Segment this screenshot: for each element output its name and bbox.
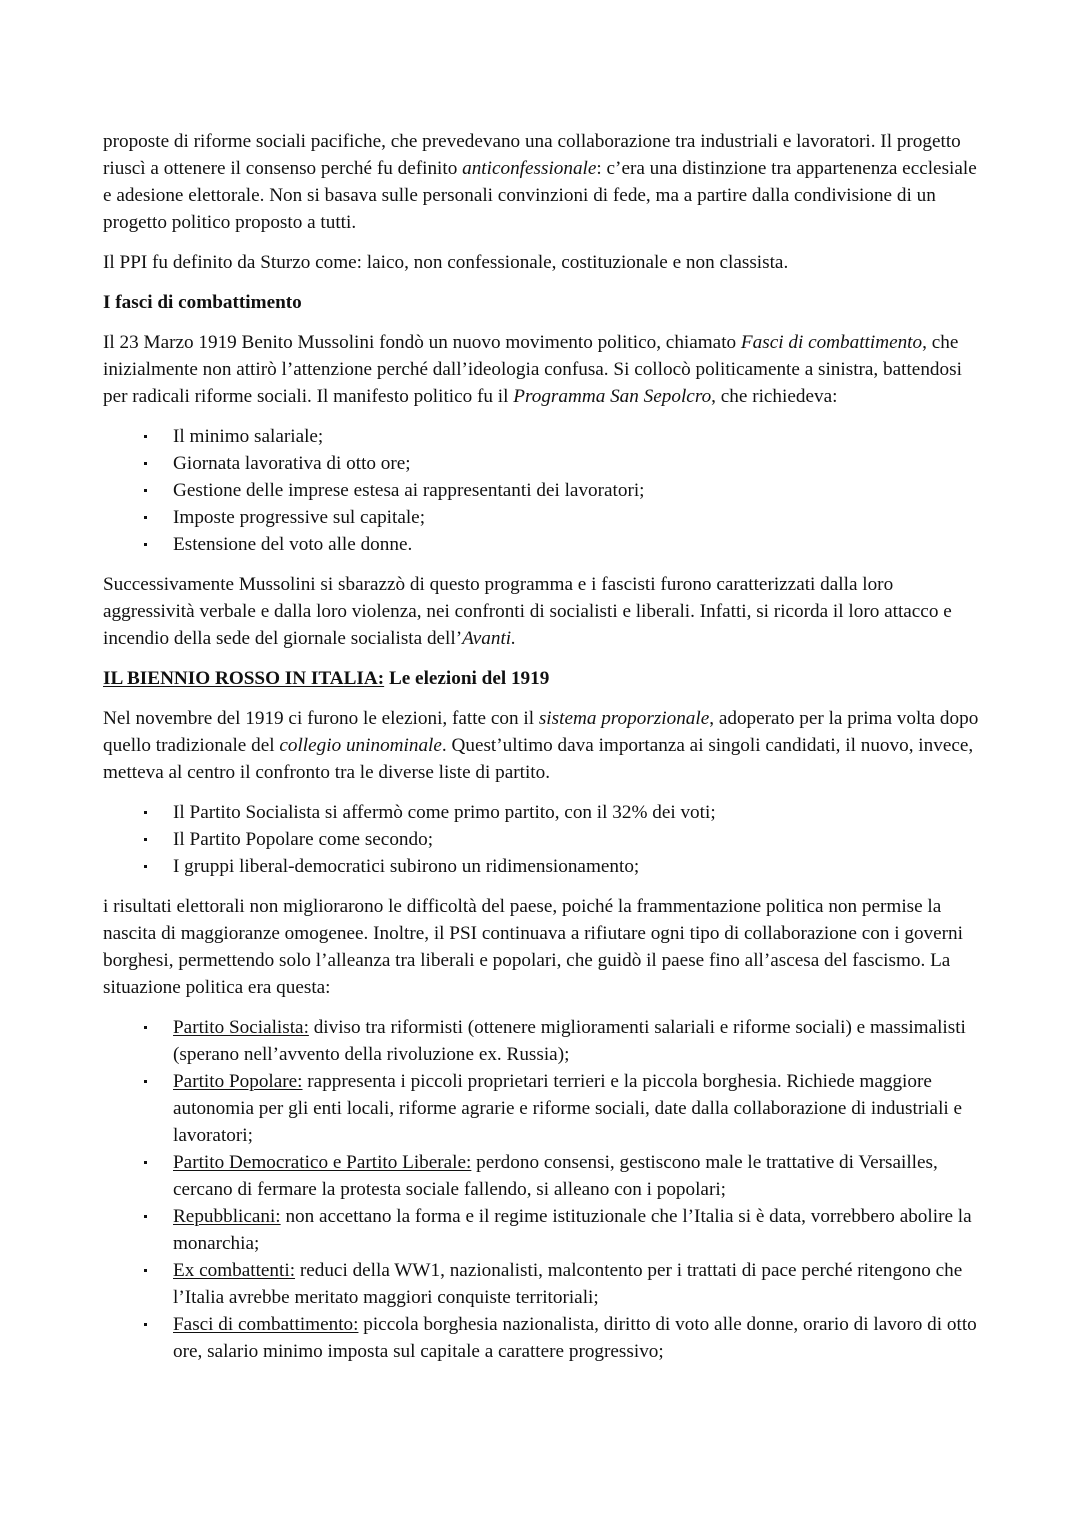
list-item [103, 1149, 980, 1203]
bullet-icon [144, 1161, 147, 1164]
list-item: Giornata lavorativa di otto ore; [103, 450, 980, 477]
text: , adoperato per la prima volta dopo quello tradizionale del [103, 708, 979, 756]
text: , che richiedeva: [711, 386, 838, 407]
paragraph-elezioni-1919 [103, 705, 980, 786]
heading-underlined-part: IL BIENNIO ROSSO IN ITALIA: [103, 668, 385, 689]
italic-term: Fasci di combattimento [740, 332, 923, 353]
party-description: rappresenta i piccoli proprietari terrieri e la piccola borghesia. Richiede maggiore autonomia per gli enti locali, riforme agrarie e riforme sociali, date dalla collaborazione di industriali e lavoratori; [173, 1071, 963, 1146]
list-item: I gruppi liberal-democratici subirono un ridimensionamento; [103, 853, 980, 880]
italic-term: Avanti. [462, 628, 516, 649]
list-item [103, 1068, 980, 1149]
party-label: Repubblicani: [173, 1206, 281, 1227]
list-item [103, 1311, 980, 1365]
text: , che inizialmente non attirò l’attenzione perché dall’ideologia confusa. Si collocò politicamente a sinistra, battendosi per radicali riforme sociali. Il manifesto politico fu il [103, 332, 962, 407]
list-item [103, 1203, 980, 1257]
italic-term: anticonfessionale [462, 158, 597, 179]
text: : c’era una distinzione tra appartenenza ecclesiale e adesione elettorale. Non si basava sulle personali convinzioni di fede, ma a partire dalla condivisione di un progetto politico proposto a tutti. [103, 158, 977, 233]
list-item: Gestione delle imprese estesa ai rappresentanti dei lavoratori; [103, 477, 980, 504]
bullet-icon [144, 1026, 147, 1029]
bullet-icon [144, 838, 147, 841]
list-item: Imposte progressive sul capitale; [103, 504, 980, 531]
list-item: Il Partito Popolare come secondo; [103, 826, 980, 853]
list-programma-san-sepolcro [103, 423, 980, 558]
party-label: Partito Democratico e Partito Liberale: [173, 1152, 472, 1173]
heading-rest: Le elezioni del 1919 [384, 668, 550, 689]
list-partiti [103, 1014, 980, 1365]
paragraph-fasci-violenza [103, 571, 980, 652]
party-description: diviso tra riformisti (ottenere miglioramenti salariali e riforme sociali) e massimalisti (sperano nell’avvento della rivoluzione ex. Russia); [173, 1017, 966, 1065]
bullet-icon [144, 1215, 147, 1218]
bullet-icon [144, 811, 147, 814]
bullet-icon [144, 435, 147, 438]
italic-term: Programma San Sepolcro [513, 386, 712, 407]
text: Il 23 Marzo 1919 Benito Mussolini fondò un nuovo movimento politico, chiamato [103, 332, 741, 353]
bullet-icon [144, 1269, 147, 1272]
list-item [103, 1257, 980, 1311]
list-risultati-elezioni [103, 799, 980, 880]
bullet-icon [144, 1080, 147, 1083]
list-item: Il minimo salariale; [103, 423, 980, 450]
party-label: Partito Popolare: [173, 1071, 303, 1092]
paragraph-situazione-politica: i risultati elettorali non migliorarono le difficoltà del paese, poiché la frammentazione politica non permise la nascita di maggioranze omogenee. Inoltre, il PSI continuava a rifiutare ogni tipo di collaborazione con i governi borghesi, permettendo solo l’alleanza tra liberali e popolari, che guidò il paese fino all’ascesa del fascismo. La situazione politica era questa: [103, 896, 963, 998]
party-label: Partito Socialista: [173, 1017, 309, 1038]
party-label: Fasci di combattimento: [173, 1314, 359, 1335]
italic-term: collegio uninominale [279, 735, 442, 756]
party-description: reduci della WW1, nazionalisti, malcontento per i trattati di pace perché ritengono che l’Italia avrebbe meritato maggiori conquiste territoriali; [173, 1260, 963, 1308]
bullet-icon [144, 516, 147, 519]
paragraph-fasci-fondazione [103, 329, 980, 410]
bullet-icon [144, 1323, 147, 1326]
party-description: perdono consensi, gestiscono male le trattative di Versailles, cercano di fermare la protesta sociale fallendo, si alleano con i popolari; [173, 1152, 938, 1200]
bullet-icon [144, 865, 147, 868]
section-heading-fasci: I fasci di combattimento [103, 292, 302, 313]
paragraph-ppi-progetto [103, 128, 980, 236]
text: . Quest’ultimo dava importanza ai singoli candidati, il nuovo, invece, metteva al centro il confronto tra le diverse liste di partito. [103, 735, 974, 783]
bullet-icon [144, 543, 147, 546]
party-label: Ex combattenti: [173, 1260, 296, 1281]
paragraph-ppi-sturzo: Il PPI fu definito da Sturzo come: laico, non confessionale, costituzionale e non classista. [103, 252, 789, 273]
italic-term: sistema proporzionale [538, 708, 710, 729]
text: Successivamente Mussolini si sbarazzò di questo programma e i fascisti furono caratterizzati dalla loro aggressività verbale e dalla loro violenza, nei confronti di socialisti e liberali. Infatti, si ricorda il loro attacco e incendio della sede del giornale socialista dell’ [103, 574, 952, 649]
list-item: Estensione del voto alle donne. [103, 531, 980, 558]
bullet-icon [144, 489, 147, 492]
party-description: piccola borghesia nazionalista, diritto di voto alle donne, orario di lavoro di otto ore, salario minimo imposta sul capitale a carattere progressivo; [173, 1314, 977, 1362]
text: proposte di riforme sociali pacifiche, che prevedevano una collaborazione tra industriali e lavoratori. Il progetto riuscì a ottenere il consenso perché fu definito [103, 131, 961, 179]
party-description: non accettano la forma e il regime istituzionale che l’Italia si è data, vorrebbero abolire la monarchia; [173, 1206, 972, 1254]
text: Nel novembre del 1919 ci furono le elezioni, fatte con il [103, 708, 539, 729]
section-heading-biennio-rosso [103, 665, 980, 692]
bullet-icon [144, 462, 147, 465]
list-item [103, 1014, 980, 1068]
list-item: Il Partito Socialista si affermò come primo partito, con il 32% dei voti; [103, 799, 980, 826]
